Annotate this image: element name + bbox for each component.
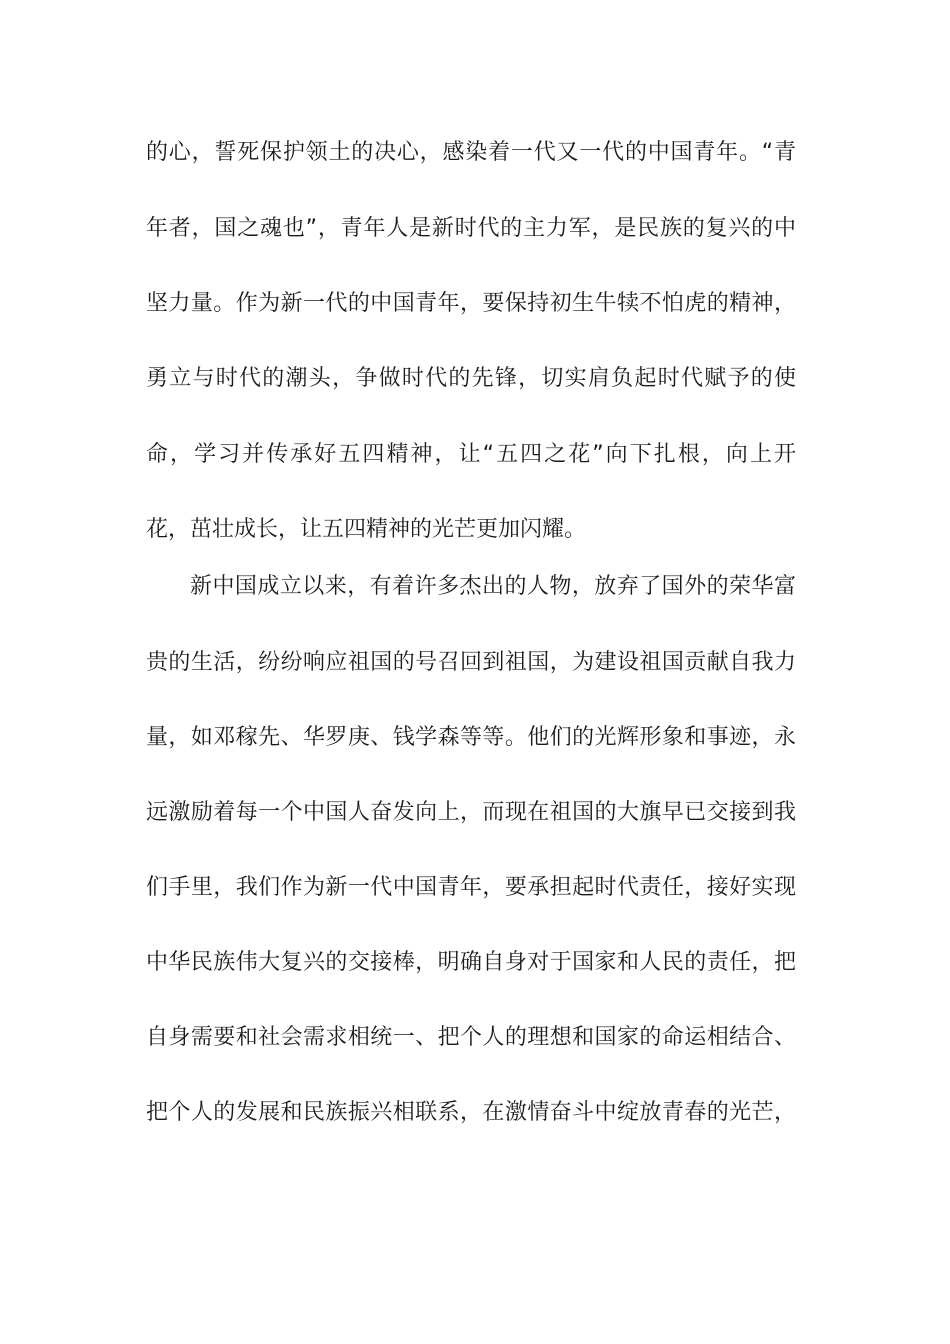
text-line: 远激励着每一个中国人奋发向上，而现在祖国的大旗早已交接到我 [146,800,796,825]
text-line: 贵的生活，纷纷响应祖国的号召回到祖国，为建设祖国贡献自我力 [146,650,796,675]
text-line: 命，学习并传承好五四精神，让“五四之花”向下扎根，向上开 [146,442,796,467]
text-line: 量，如邓稼先、华罗庚、钱学森等等。他们的光辉形象和事迹，永 [146,725,796,750]
text-line: 们手里，我们作为新一代中国青年，要承担起时代责任，接好实现 [146,875,796,900]
paragraph-first-line: 新中国成立以来，有着许多杰出的人物，放弃了国外的荣华富 [190,574,796,599]
text-line: 年者，国之魂也”，青年人是新时代的主力军，是民族的复兴的中 [146,216,796,241]
text-line: 把个人的发展和民族振兴相联系，在激情奋斗中绽放青春的光芒， [146,1100,796,1125]
text-line: 勇立与时代的潮头，争做时代的先锋，切实肩负起时代赋予的使 [146,366,796,391]
text-line: 坚力量。作为新一代的中国青年，要保持初生牛犊不怕虎的精神， [146,291,796,316]
text-line: 的心，誓死保护领土的决心，感染着一代又一代的中国青年。“青 [146,140,796,165]
text-line: 花，茁壮成长，让五四精神的光芒更加闪耀。 [146,517,587,542]
text-line: 中华民族伟大复兴的交接棒，明确自身对于国家和人民的责任，把 [146,950,796,975]
text-line: 自身需要和社会需求相统一、把个人的理想和国家的命运相结合、 [146,1025,796,1050]
